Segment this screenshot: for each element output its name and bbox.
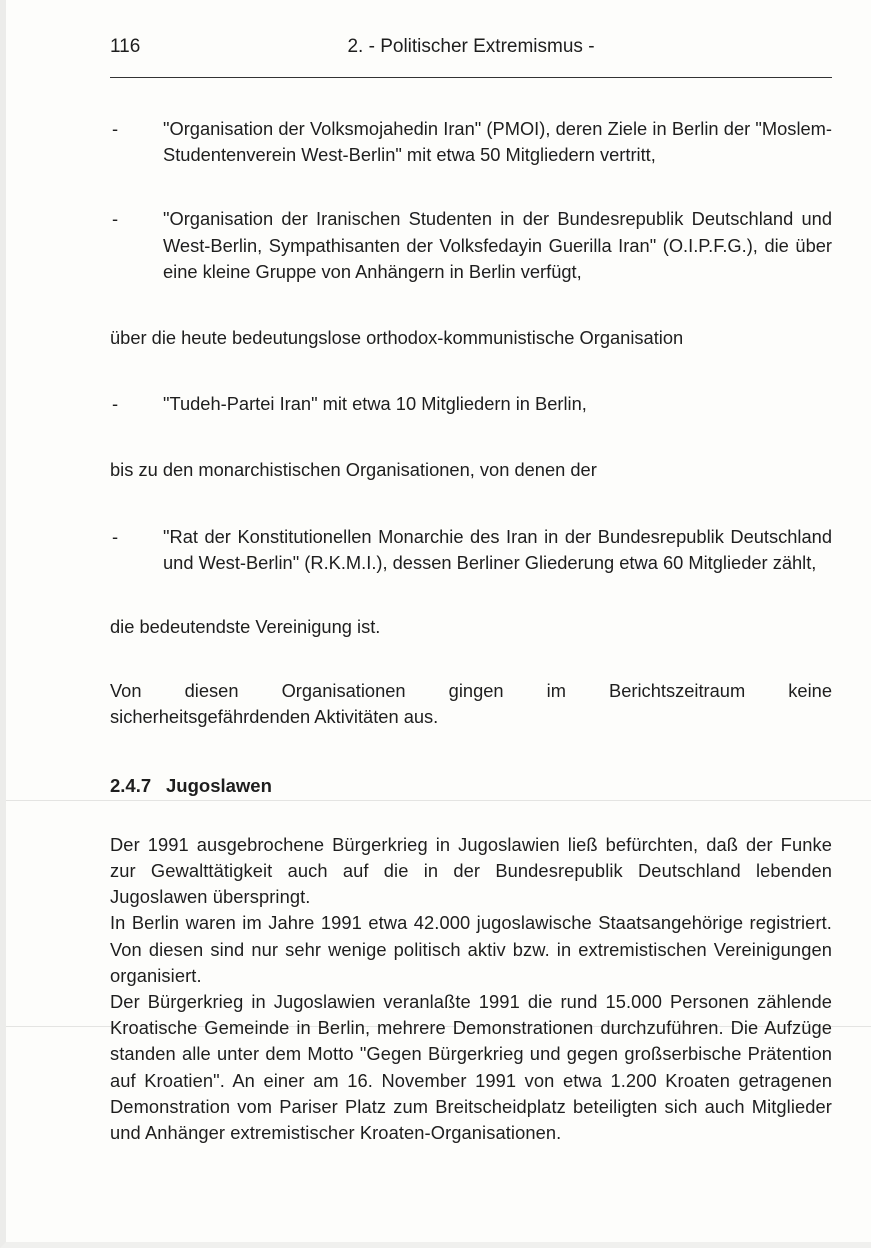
list-dash: - (112, 525, 119, 547)
list-item-text: "Organisation der Volksmojahedin Iran" (PMOI), deren Ziele in Berlin der "Moslem-Studentenverein West-Berlin" mit etwa 50 Mitgliedern vertritt, (163, 118, 832, 166)
paragraph-monarch: bis zu den monarchistischen Organisationen, von denen der (110, 459, 597, 481)
section-title: Jugoslawen (166, 774, 272, 796)
list-dash: - (112, 118, 119, 139)
list-dash: - (112, 393, 119, 415)
list-item (110, 206, 832, 285)
list-item (110, 116, 832, 168)
running-title: 2. - Politischer Extremismus - (347, 36, 595, 57)
list-item-text: "Rat der Konstitutionellen Monarchie des Iran in der Bundesrepublik Deutschland und West-Berlin" (R.K.M.I.), dessen Berliner Gliederung etwa 60 Mitglieder zählt, (163, 525, 832, 573)
section-heading (110, 773, 832, 799)
body-paragraph: Der Bürgerkrieg in Jugoslawien veranlaßte 1991 die rund 15.000 Personen zählende Kroatische Gemeinde in Berlin, mehrere Demonstrationen durchzuführen. Die Aufzüge standen alle unter dem Motto "Gegen Bürgerkrieg und gegen großserbische Prätention auf Kroatien". An einer am 16. November 1991 von etwa 1.200 Kroaten getragenen Demonstration vom Pariser Platz zum Breitscheidplatz beteiligten sich auch Mitglieder und Anhänger extremistischer Kroaten-Organisationen. (110, 991, 832, 1144)
list-item-text: "Organisation der Iranischen Studenten in der Bundesrepublik Deutschland und West-Berlin, Sympathisanten der Volksfedayin Guerilla Iran" (O.I.P.F.G.), die über eine kleine Gruppe von Anhängern in Berlin verfügt, (163, 208, 832, 282)
paragraph-line: sicherheitsgefährdenden Aktivitäten aus. (110, 706, 439, 728)
paragraph-keine (110, 678, 832, 730)
page-number: 116 (110, 36, 141, 57)
section-number: 2.4.7 (110, 774, 152, 796)
list-item (110, 524, 832, 576)
list-item (110, 391, 832, 417)
page-content (110, 116, 832, 1146)
list-item-text: "Tudeh-Partei Iran" mit etwa 10 Mitgliedern in Berlin, (163, 393, 587, 415)
paragraph-bedeutend: die bedeutendste Vereinigung ist. (110, 616, 381, 638)
paragraph-orthodox: über die heute bedeutungslose orthodox-kommunistische Organisation (110, 327, 684, 349)
body-paragraph: Der 1991 ausgebrochene Bürgerkrieg in Jugoslawien ließ befürchten, daß der Funke zur Gewalttätigkeit auch auf die in der Bundesrepublik Deutschland lebenden Jugoslawen überspringt. (110, 833, 832, 908)
paragraph-line: Von diesen Organisationen gingen im Berichtszeitraum keine (110, 680, 832, 702)
header-rule (110, 77, 832, 78)
list-dash: - (112, 208, 119, 230)
section-body (110, 832, 832, 1146)
page-header (110, 36, 832, 66)
body-paragraph: In Berlin waren im Jahre 1991 etwa 42.000 jugoslawische Staatsangehörige registriert. Von diesen sind nur sehr wenige politisch aktiv bzw. in extremistischen Vereinigungen organisiert. (110, 912, 832, 986)
